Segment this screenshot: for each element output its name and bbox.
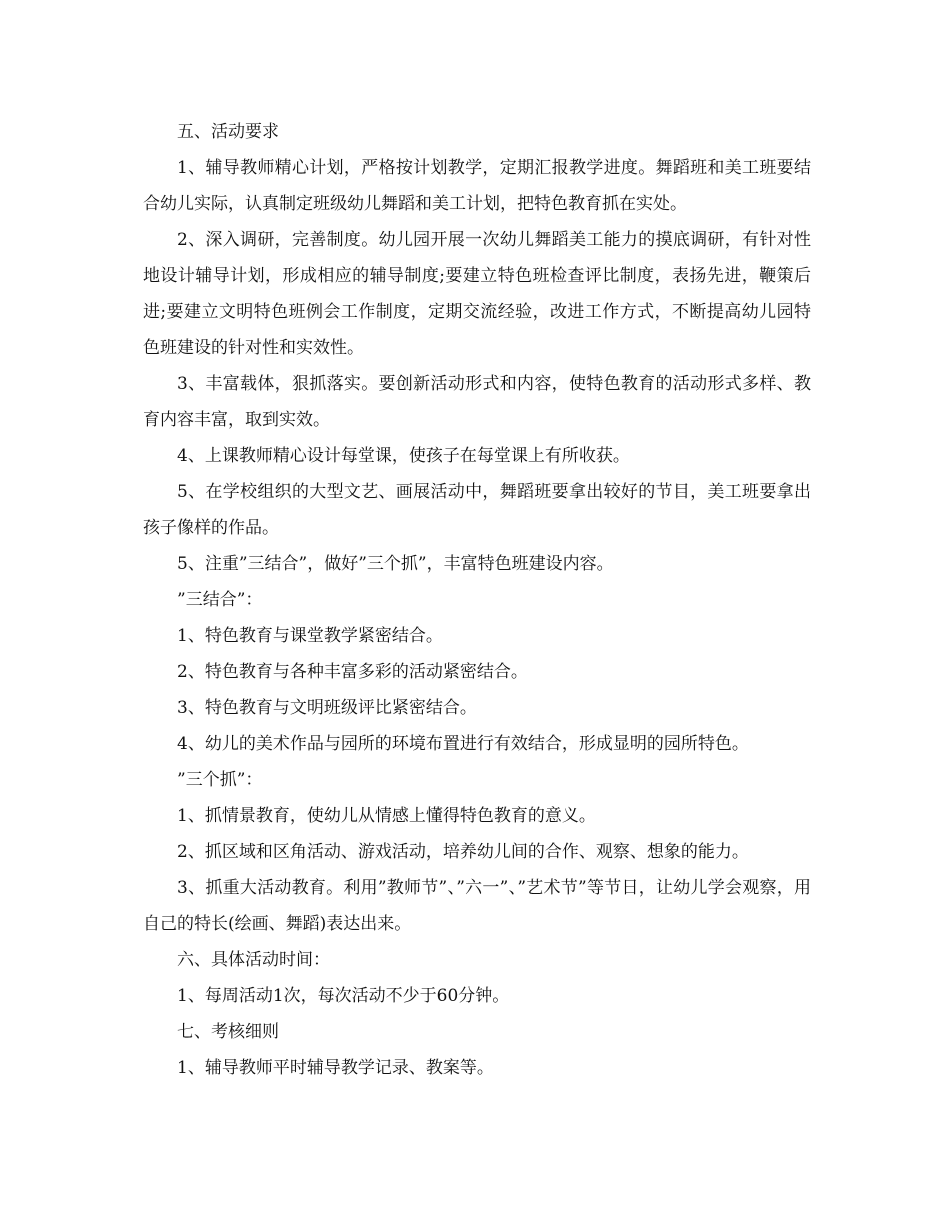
list-item-combination-3: 3、特色教育与文明班级评比紧密结合。 bbox=[177, 698, 477, 718]
list-item-combination-4: 4、幼儿的美术作品与园所的环境布置进行有效结合，形成显明的园所特色。 bbox=[177, 734, 749, 754]
paragraph-requirement-3: 3、丰富载体，狠抓落实。要创新活动形式和内容，使特色教育的活动形式多样、教育内容丰富，取到实效。 bbox=[143, 374, 811, 430]
document-body bbox=[143, 114, 811, 1086]
paragraph-requirement-5b: 5、注重”三结合”，做好”三个抓”，丰富特色班建设内容。 bbox=[177, 554, 614, 574]
paragraph-assessment-1: 1、辅导教师平时辅导教学记录、教案等。 bbox=[177, 1058, 494, 1078]
list-item-grasp-2: 2、抓区域和区角活动、游戏活动，培养幼儿间的合作、观察、想象的能力。 bbox=[177, 842, 749, 862]
paragraph-activity-time-1: 1、每周活动1次，每次活动不少于60分钟。 bbox=[177, 986, 510, 1006]
subheading-three-combinations: ”三结合”： bbox=[177, 590, 263, 610]
list-item-combination-1: 1、特色教育与课堂教学紧密结合。 bbox=[177, 626, 443, 646]
list-item-combination-2: 2、特色教育与各种丰富多彩的活动紧密结合。 bbox=[177, 662, 528, 682]
paragraph-requirement-2: 2、深入调研，完善制度。幼儿园开展一次幼儿舞蹈美工能力的摸底调研，有针对性地设计辅导计划，形成相应的辅导制度;要建立特色班检查评比制度，表扬先进，鞭策后进;要建立文明特色班例会工作制度，定期交流经验，改进工作方式，不断提高幼儿园特色班建设的针对性和实效性。 bbox=[143, 230, 811, 358]
paragraph-requirement-5a: 5、在学校组织的大型文艺、画展活动中，舞蹈班要拿出较好的节目，美工班要拿出孩子像样的作品。 bbox=[143, 482, 811, 538]
list-item-grasp-1: 1、抓情景教育，使幼儿从情感上懂得特色教育的意义。 bbox=[177, 806, 596, 826]
list-item-grasp-3: 3、抓重大活动教育。利用”教师节”、”六一”、”艺术节”等节日，让幼儿学会观察，用自己的特长(绘画、舞蹈)表达出来。 bbox=[143, 878, 811, 934]
paragraph-requirement-1: 1、辅导教师精心计划，严格按计划教学，定期汇报教学进度。舞蹈班和美工班要结合幼儿实际，认真制定班级幼儿舞蹈和美工计划，把特色教育抓在实处。 bbox=[143, 158, 811, 214]
section-heading-assessment: 七、考核细则 bbox=[177, 1022, 279, 1042]
subheading-three-grasps: ”三个抓”： bbox=[177, 770, 263, 790]
section-heading-activity-time: 六、具体活动时间： bbox=[177, 950, 330, 970]
section-heading-activity-requirements: 五、活动要求 bbox=[177, 122, 279, 142]
paragraph-requirement-4: 4、上课教师精心设计每堂课，使孩子在每堂课上有所收获。 bbox=[177, 446, 630, 466]
